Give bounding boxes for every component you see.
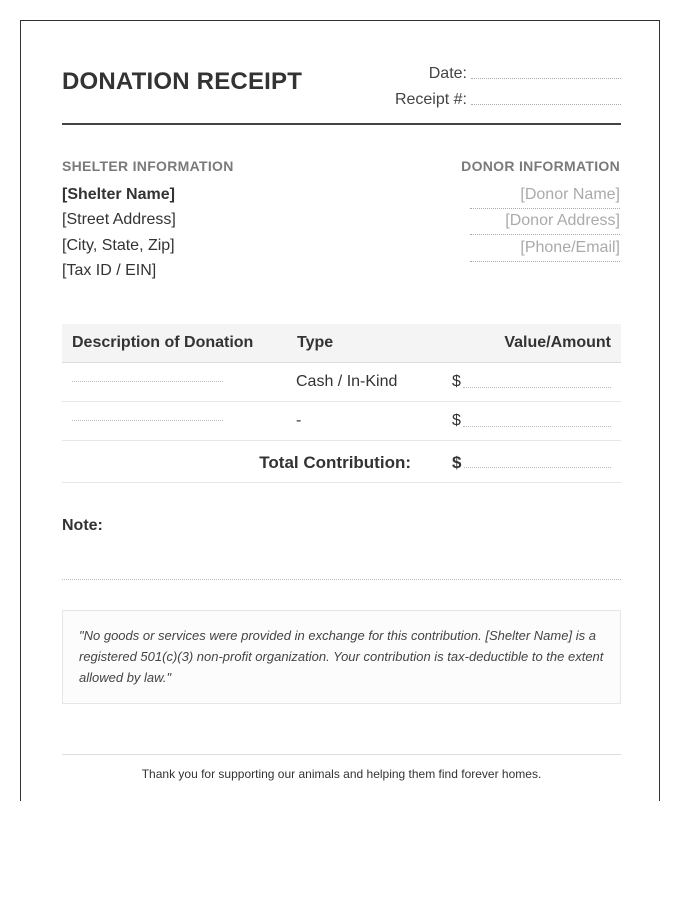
total-value-field[interactable] bbox=[464, 467, 611, 468]
note-label: Note: bbox=[62, 517, 103, 534]
shelter-tax-id: [Tax ID / EIN] bbox=[62, 262, 157, 279]
header-description: Description of Donation bbox=[72, 334, 254, 351]
thank-you-message: Thank you for supporting our animals and helping them find forever homes. bbox=[141, 767, 542, 781]
type-cell: Cash / In-Kind bbox=[296, 373, 398, 390]
receipt-number-label: Receipt #: bbox=[394, 91, 467, 108]
table-row bbox=[62, 402, 621, 441]
donor-name-field[interactable]: [Donor Name] bbox=[470, 186, 620, 209]
total-row bbox=[62, 441, 621, 483]
tax-disclaimer: "No goods or services were provided in exchange for this contribution. [Shelter Name] is a registered 501(c)(3) non-profit organization. Your contribution is tax-deductible to the extent allowed by law." bbox=[62, 610, 621, 704]
currency-symbol: $ bbox=[452, 412, 461, 429]
header-value: Value/Amount bbox=[504, 334, 611, 351]
description-field[interactable] bbox=[72, 381, 223, 382]
type-cell: - bbox=[296, 412, 302, 429]
donor-address-field[interactable]: [Donor Address] bbox=[470, 212, 620, 235]
shelter-name: [Shelter Name] bbox=[62, 186, 175, 203]
donor-info-heading: DONOR INFORMATION bbox=[461, 158, 620, 174]
header-type: Type bbox=[297, 334, 334, 351]
receipt-number-field[interactable] bbox=[471, 104, 621, 105]
table-row bbox=[62, 363, 621, 402]
total-currency-symbol: $ bbox=[452, 453, 462, 472]
donation-table bbox=[62, 324, 621, 483]
header-divider bbox=[62, 123, 621, 125]
donor-contact-field[interactable]: [Phone/Email] bbox=[470, 239, 620, 262]
shelter-city: [City, State, Zip] bbox=[62, 237, 175, 254]
date-label: Date: bbox=[428, 65, 467, 82]
date-field[interactable] bbox=[471, 78, 621, 79]
shelter-street: [Street Address] bbox=[62, 211, 176, 228]
value-field[interactable] bbox=[463, 387, 611, 388]
receipt-sheet bbox=[20, 20, 660, 801]
note-field[interactable] bbox=[62, 579, 621, 580]
description-field[interactable] bbox=[72, 420, 223, 421]
shelter-info-heading: SHELTER INFORMATION bbox=[62, 158, 234, 174]
currency-symbol: $ bbox=[452, 373, 461, 390]
table-header bbox=[62, 324, 621, 363]
total-label: Total Contribution: bbox=[259, 453, 411, 472]
receipt-title: DONATION RECEIPT bbox=[62, 68, 303, 95]
value-field[interactable] bbox=[463, 426, 611, 427]
footer-divider bbox=[62, 754, 621, 755]
